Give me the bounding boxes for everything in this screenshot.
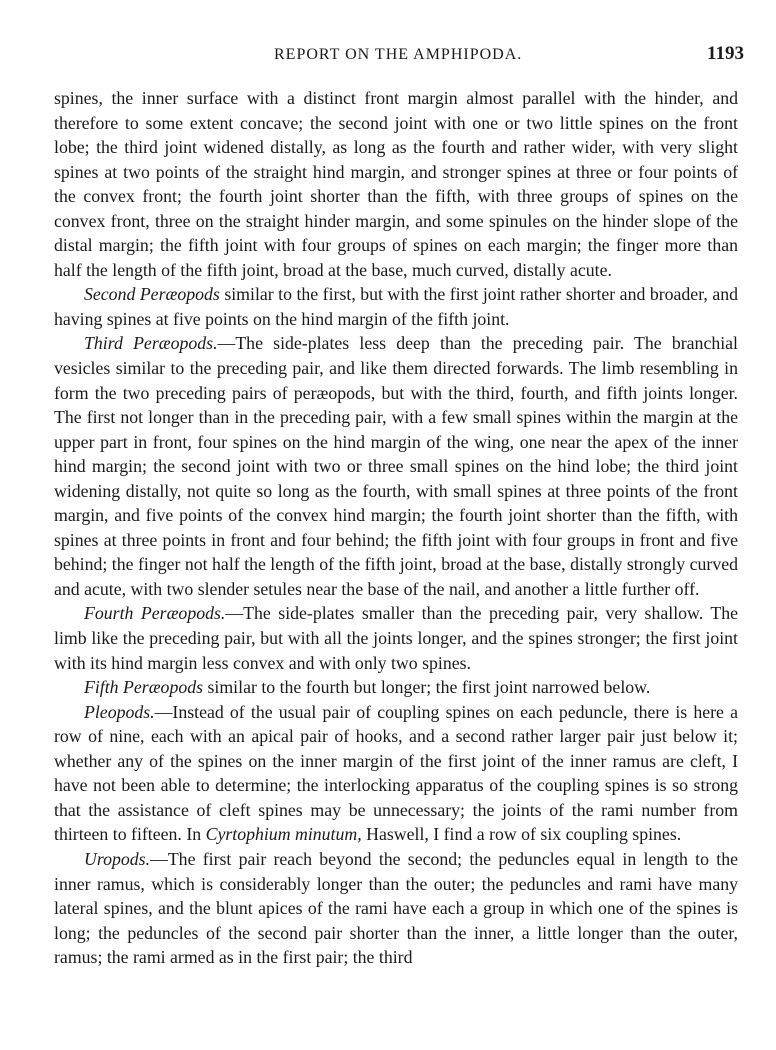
- header-title: REPORT ON THE AMPHIPODA.: [274, 46, 523, 63]
- paragraph-fourth-peraeopods: [54, 601, 738, 675]
- paragraph-continuation: [54, 86, 738, 282]
- section-heading: Fourth Peræopods.: [84, 603, 226, 624]
- paragraph-text: —The first pair reach beyond the second; the peduncles equal in length to the inner ramus, which is considerably longer than the outer; the peduncles and rami have many lateral spines, and the blunt apices of the rami have each a group in which one of the spines is long; the peduncles of the second pair shorter than the inner, a little longer than the outer, ramus; the rami armed as in the first pair; the third: [54, 848, 738, 968]
- paragraph-text: spines, the inner surface with a distinct front margin almost parallel with the hinder, and therefore to some extent concave; the second joint with one or two little spines on the front lobe; the third joint widened distally, as long as the fourth and rather wider, with very slight spines at two points of the straight hind margin, and stronger spines at three or four points of the convex front; the fourth joint shorter than the fifth, with three groups of spines on the convex front, three on the straight hinder margin, and some spinules on the hinder slope of the distal margin; the fifth joint with four groups of spines on each margin; the finger more than half the length of the fifth joint, broad at the base, much curved, distally acute.: [54, 88, 738, 280]
- paragraph-text-after: Haswell, I find a row of six coupling spines.: [361, 824, 682, 845]
- species-name: Cyrtophium minutum,: [205, 824, 362, 845]
- paragraph-text: —The side-plates smaller than the preceding pair, very shallow. The limb like the preceding pair, but with all the joints longer, and the spines stronger; the first joint with its hind margin less convex and with only two spines.: [54, 603, 738, 673]
- paragraph-text: —Instead of the usual pair of coupling spines on each peduncle, there is here a row of nine, each with an apical pair of hooks, and a second rather larger pair just below it; whether any of the spines on the inner margin of the first joint of the inner ramus are cleft, I have not been able to determine; the interlocking apparatus of the coupling spines is so strong that the assistance of cleft spines may be unnecessary; the joints of the rami number from thirteen to fifteen. In: [54, 701, 738, 845]
- paragraph-text: similar to the first, but with the first joint rather shorter and broader, and having spines at five points on the hind margin of the fifth joint.: [54, 284, 738, 329]
- section-heading: Fifth Peræopods: [84, 677, 204, 698]
- paragraph-uropods: [54, 847, 738, 970]
- running-header: [54, 43, 744, 70]
- section-heading: Second Peræopods: [84, 284, 220, 305]
- paragraph-fifth-peraeopods: [54, 675, 738, 700]
- paragraph-pleopods: [54, 700, 738, 847]
- body-text: [54, 86, 738, 970]
- section-heading: Third Peræopods.: [84, 333, 218, 354]
- paragraph-second-peraeopods: [54, 282, 738, 331]
- page-number: 1193: [707, 43, 744, 64]
- paragraph-text: similar to the fourth but longer; the first joint narrowed below.: [203, 677, 651, 698]
- section-heading: Uropods.: [84, 848, 151, 869]
- section-heading: Pleopods.: [84, 701, 155, 722]
- paragraph-text: —The side-plates less deep than the preceding pair. The branchial vesicles similar to the preceding pair, and like them directed forwards. The limb resembling in form the two preceding pairs of peræopods, but with the third, fourth, and fifth joints longer. The first not longer than in the preceding pair, with a few small spines within the margin at the upper part in front, four spines on the hind margin of the wing, one near the apex of the inner hind margin; the second joint with two or three small spines on the hind lobe; the third joint widening distally, not quite so long as the fourth, with small spines at three points of the front margin, and five points of the convex hind margin; the fourth joint shorter than the fifth, with spines at three points in front and four behind; the fifth joint with four groups in front and five behind; the finger not half the length of the fifth joint, broad at the base, distally strongly curved and acute, with two slender setules near the base of the nail, and another a little further off.: [54, 333, 738, 599]
- paragraph-third-peraeopods: [54, 331, 738, 601]
